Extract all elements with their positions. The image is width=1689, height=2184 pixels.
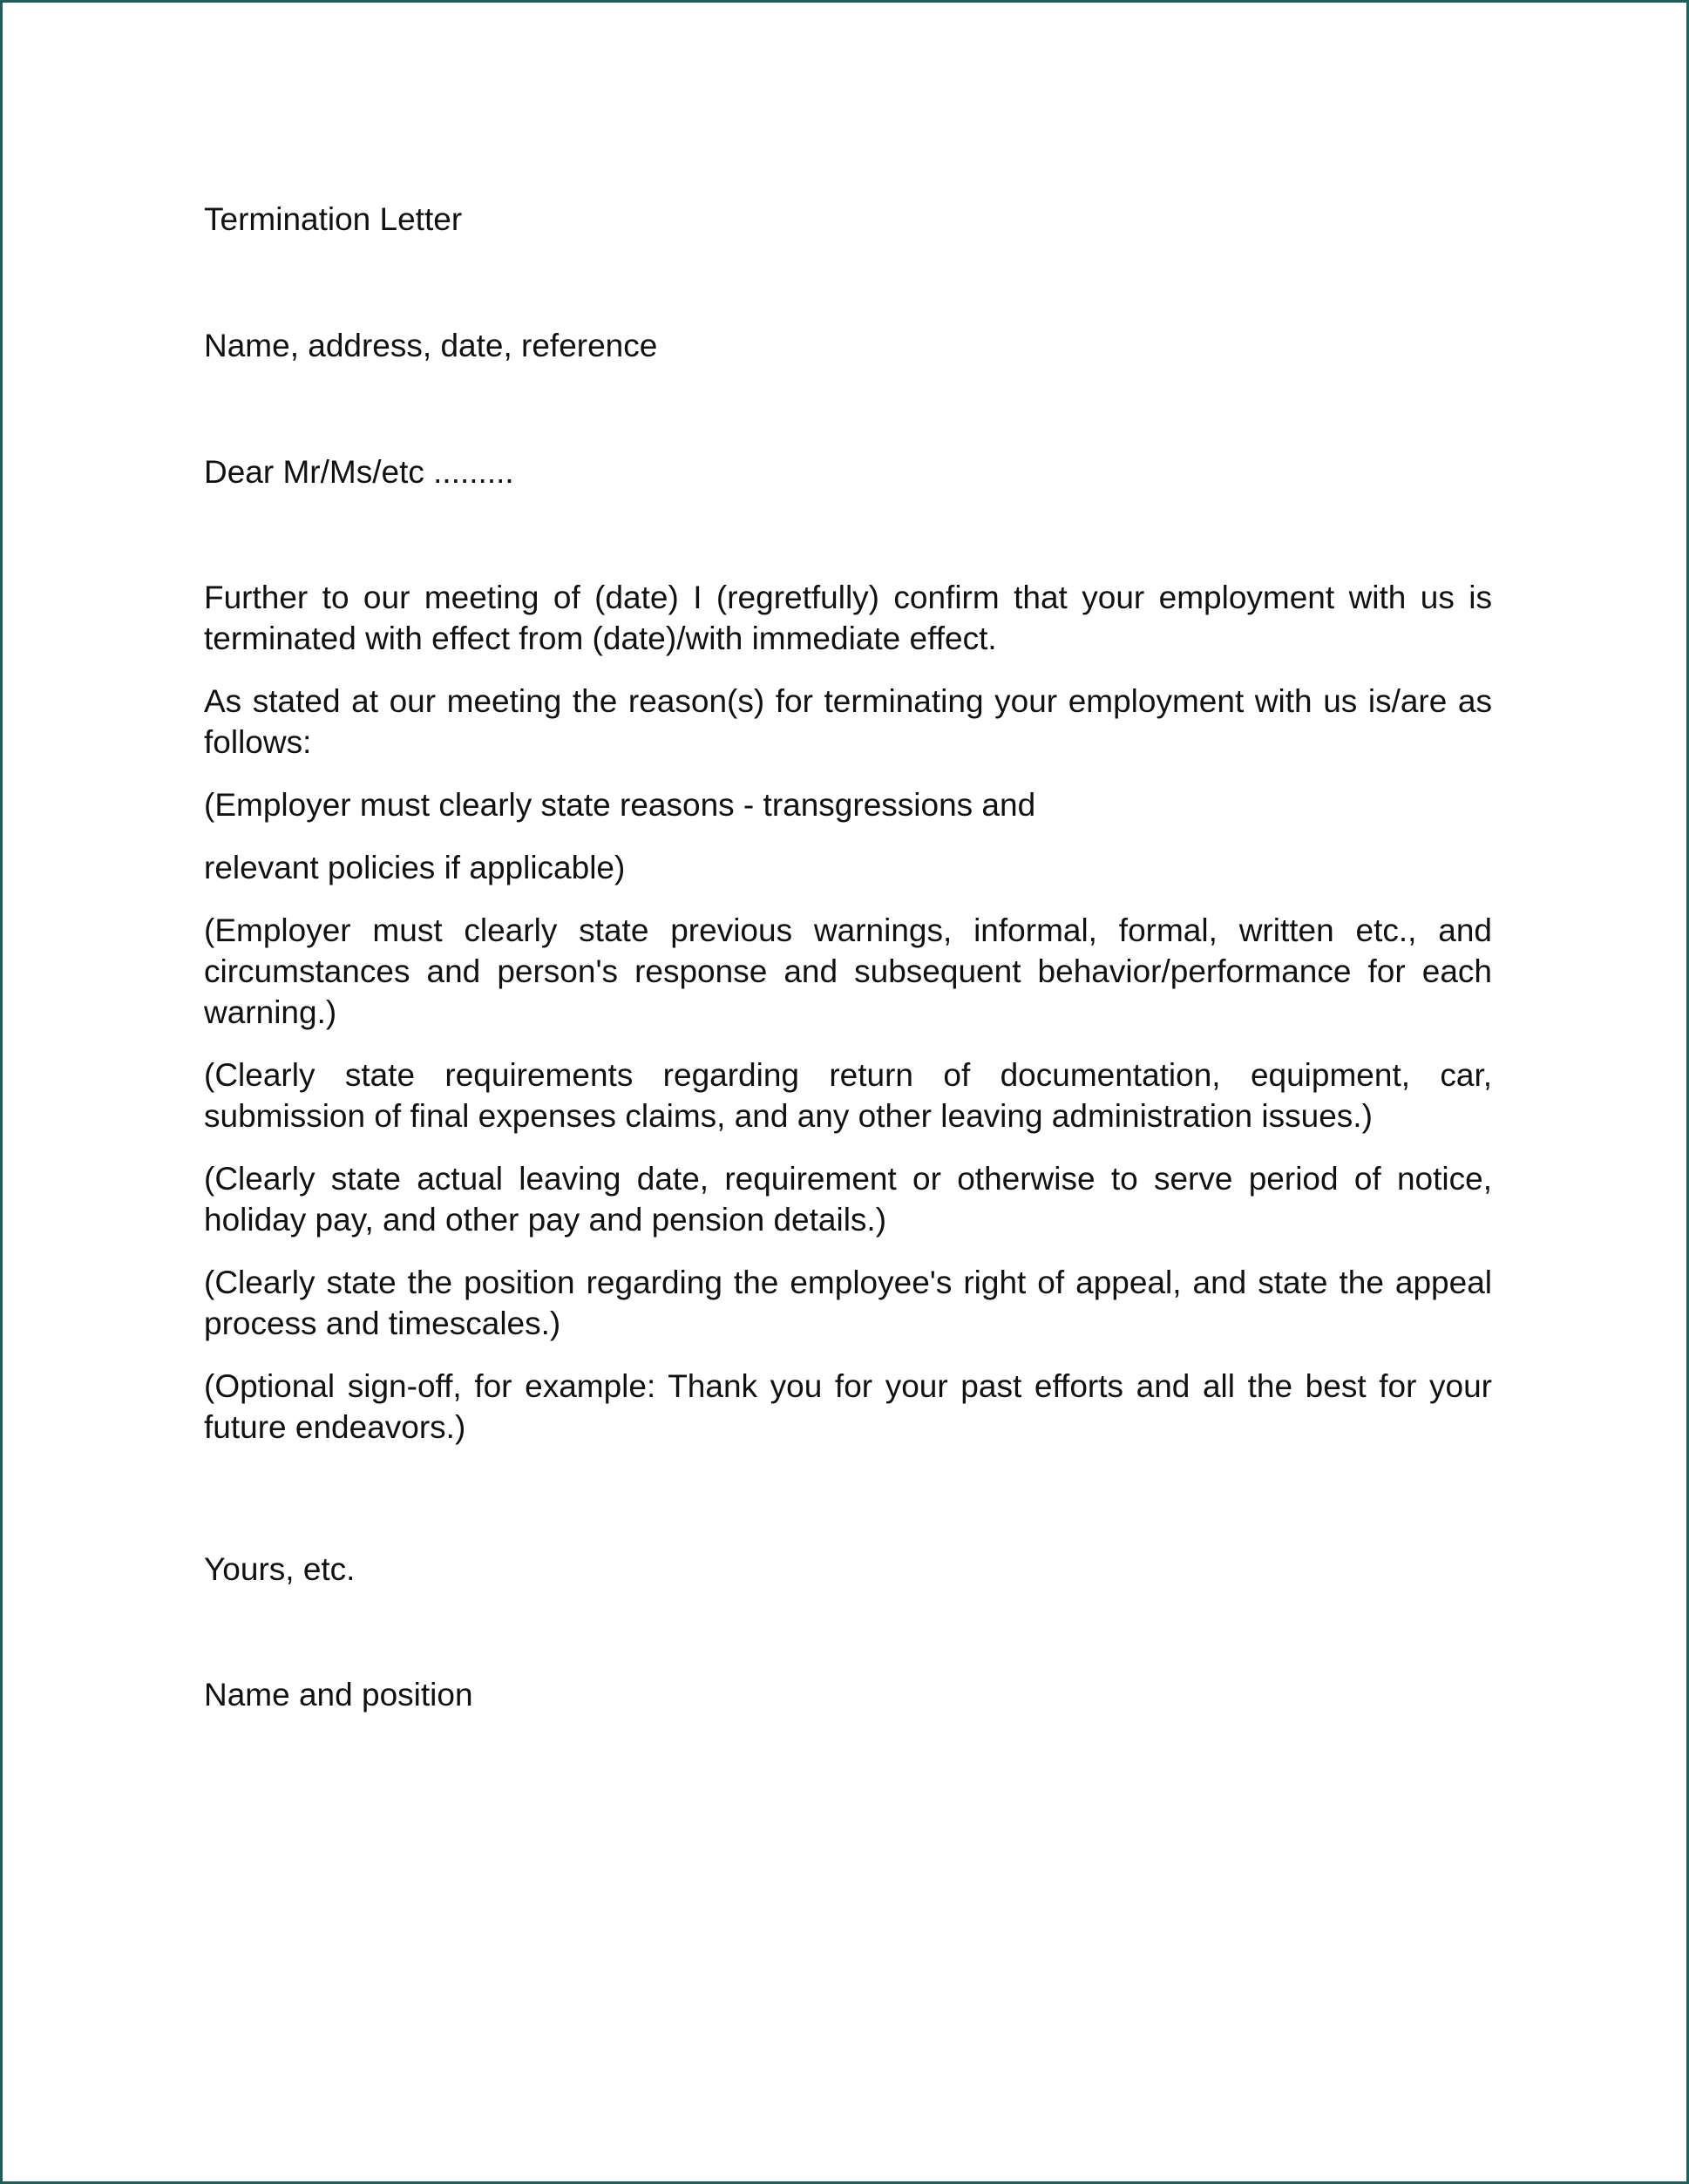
letter-title: Termination Letter	[204, 201, 463, 237]
closing: Yours, etc.	[204, 1551, 356, 1587]
signature-line: Name and position	[204, 1677, 473, 1713]
paragraph-reasons-intro: As stated at our meeting the reason(s) for terminating your employment with us is/are as follows:	[204, 683, 1492, 760]
paragraph-return-items: (Clearly state requirements regarding return of documentation, equipment, car, submission of final expenses claims, and any other leaving administration issues.)	[204, 1057, 1492, 1134]
address-line: Name, address, date, reference	[204, 328, 658, 363]
paragraph-reasons: (Employer must clearly state reasons - transgressions and	[204, 787, 1036, 823]
salutation: Dear Mr/Ms/etc .........	[204, 454, 514, 490]
paragraph-sign-off: (Optional sign-off, for example: Thank you for your past efforts and all the best for your future endeavors.)	[204, 1368, 1492, 1445]
paragraph-policies: relevant policies if applicable)	[204, 850, 626, 885]
letter-body	[204, 199, 1492, 1715]
paragraph-appeal: (Clearly state the position regarding the employee's right of appeal, and state the appeal process and timescales.)	[204, 1265, 1492, 1341]
paragraph-leaving-date: (Clearly state actual leaving date, requirement or otherwise to serve period of notice, holiday pay, and other pay and pension details.)	[204, 1161, 1492, 1238]
paragraph-confirmation: Further to our meeting of (date) I (regretfully) confirm that your employment with us is terminated with effect from (date)/with immediate effect.	[204, 580, 1492, 656]
paragraph-warnings: (Employer must clearly state previous warnings, informal, formal, written etc., and circumstances and person's response and subsequent behavior/performance for each warning.)	[204, 912, 1492, 1030]
